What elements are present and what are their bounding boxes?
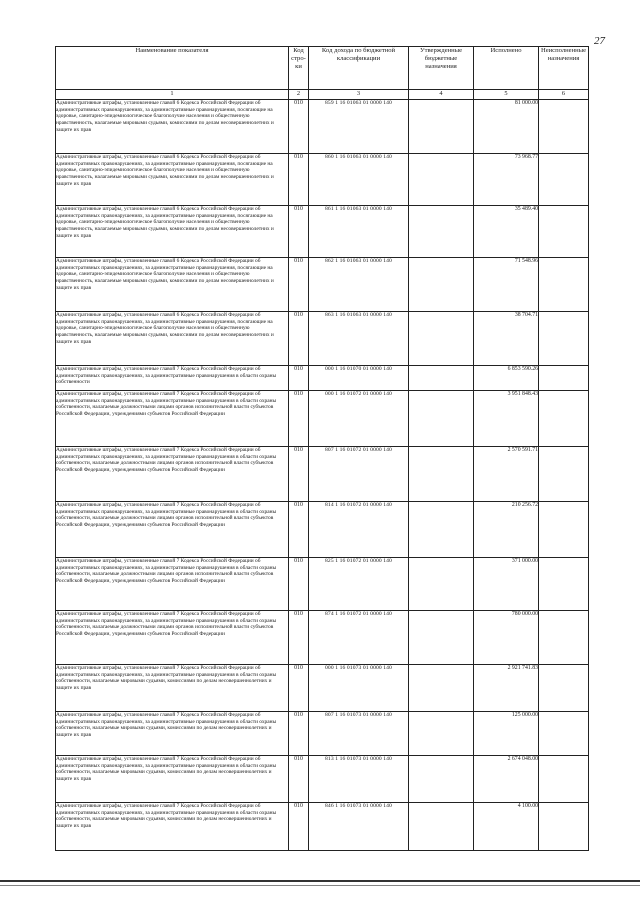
row-income-code: 807 1 16 01073 01 0000 140: [309, 712, 409, 756]
row-unexecuted: [539, 502, 589, 558]
scan-edge-line: [0, 880, 640, 882]
row-income-code: 807 1 16 01072 01 0000 140: [309, 447, 409, 502]
page-number: 27: [594, 35, 605, 47]
col-number: 1: [56, 90, 289, 100]
row-line-code: 010: [289, 206, 309, 258]
row-name: Административные штрафы, установленные главой 6 Кодекса Российской Федерации об административных правонарушениях, за административные правонарушения, посягающие на здоровье, санитарно-эпидемиологическое благополучие населения и общественную нравственность, налагаемые мировыми судьями, комиссиями по делам несовершеннолетних и защите их прав: [56, 206, 289, 258]
table-row: [56, 258, 589, 312]
row-line-code: 010: [289, 391, 309, 447]
row-approved: [409, 391, 474, 447]
row-executed: 371 000.00: [474, 558, 539, 611]
table-row: [56, 756, 589, 803]
table-row: [56, 312, 589, 366]
row-name: Административные штрафы, установленные главой 7 Кодекса Российской Федерации об административных правонарушениях, за административные правонарушения в области охраны собственности, налагаемые должностными лицами органов исполнительной власти субъектов Российской Федерации, учреждениями субъектов Российской Федерации: [56, 447, 289, 502]
row-approved: [409, 502, 474, 558]
row-name: Административные штрафы, установленные главой 7 Кодекса Российской Федерации об административных правонарушениях, за административные правонарушения в области охраны собственности, налагаемые мировыми судьями, комиссиями по делам несовершеннолетних и защите их прав: [56, 712, 289, 756]
row-unexecuted: [539, 712, 589, 756]
header-executed: Исполнено: [474, 47, 539, 90]
row-executed: 3 951 848.43: [474, 391, 539, 447]
table-row: [56, 100, 589, 154]
row-approved: [409, 803, 474, 851]
row-name: Административные штрафы, установленные главой 6 Кодекса Российской Федерации об административных правонарушениях, за административные правонарушения, посягающие на здоровье, санитарно-эпидемиологическое благополучие населения и общественную нравственность, налагаемые мировыми судьями, комиссиями по делам несовершеннолетних и защите их прав: [56, 100, 289, 154]
col-number: 6: [539, 90, 589, 100]
row-approved: [409, 206, 474, 258]
table-row: [56, 803, 589, 851]
table-row: [56, 366, 589, 391]
income-report-table: [55, 46, 589, 851]
row-line-code: 010: [289, 558, 309, 611]
row-income-code: 000 1 16 01070 01 0000 140: [309, 366, 409, 391]
table-row: [56, 665, 589, 712]
row-executed: 2 674 048.00: [474, 756, 539, 803]
row-executed: 71 548.96: [474, 258, 539, 312]
table-row: [56, 558, 589, 611]
row-line-code: 010: [289, 712, 309, 756]
row-income-code: 862 1 16 01063 01 0000 140: [309, 258, 409, 312]
row-name: Административные штрафы, установленные главой 7 Кодекса Российской Федерации об административных правонарушениях, за административные правонарушения в области охраны собственности, налагаемые мировыми судьями, комиссиями по делам несовершеннолетних и защите их прав: [56, 756, 289, 803]
row-unexecuted: [539, 258, 589, 312]
row-executed: 780 000.00: [474, 611, 539, 665]
row-approved: [409, 100, 474, 154]
row-income-code: 846 1 16 01073 01 0000 140: [309, 803, 409, 851]
row-line-code: 010: [289, 502, 309, 558]
row-approved: [409, 447, 474, 502]
header-approved: Утвержденные бюджетные назначения: [409, 47, 474, 90]
col-number: 4: [409, 90, 474, 100]
header-income-code: Код дохода по бюджетной классификации: [309, 47, 409, 90]
row-unexecuted: [539, 366, 589, 391]
row-unexecuted: [539, 391, 589, 447]
header-line-code: Код стро-ки: [289, 47, 309, 90]
row-income-code: 000 1 16 01073 01 0000 140: [309, 665, 409, 712]
row-executed: 38 704.71: [474, 312, 539, 366]
row-executed: 2 570 591.71: [474, 447, 539, 502]
row-line-code: 010: [289, 366, 309, 391]
row-approved: [409, 258, 474, 312]
row-income-code: 814 1 16 01072 01 0000 140: [309, 502, 409, 558]
row-line-code: 010: [289, 611, 309, 665]
row-line-code: 010: [289, 258, 309, 312]
row-approved: [409, 756, 474, 803]
table-row: [56, 391, 589, 447]
col-number: 5: [474, 90, 539, 100]
header-row: [56, 47, 589, 90]
row-executed: 210 256.72: [474, 502, 539, 558]
row-executed: 35 489.40: [474, 206, 539, 258]
row-executed: 73 968.77: [474, 154, 539, 206]
row-unexecuted: [539, 756, 589, 803]
row-approved: [409, 712, 474, 756]
row-income-code: 863 1 16 01063 01 0000 140: [309, 312, 409, 366]
row-approved: [409, 558, 474, 611]
row-line-code: 010: [289, 312, 309, 366]
row-executed: 2 921 741.83: [474, 665, 539, 712]
row-income-code: 861 1 16 01063 01 0000 140: [309, 206, 409, 258]
column-number-row: [56, 90, 589, 100]
row-income-code: 000 1 16 01072 01 0000 140: [309, 391, 409, 447]
row-executed: 125 000.00: [474, 712, 539, 756]
row-line-code: 010: [289, 100, 309, 154]
row-approved: [409, 366, 474, 391]
row-income-code: 813 1 16 01073 01 0000 140: [309, 756, 409, 803]
row-name: Административные штрафы, установленные главой 7 Кодекса Российской Федерации об административных правонарушениях, за административные правонарушения в области охраны собственности, налагаемые должностными лицами органов исполнительной власти субъектов Российской Федерации, учреждениями субъектов Российской Федерации: [56, 611, 289, 665]
row-unexecuted: [539, 803, 589, 851]
table-row: [56, 206, 589, 258]
row-name: Административные штрафы, установленные главой 7 Кодекса Российской Федерации об административных правонарушениях, за административные правонарушения в области охраны собственности, налагаемые должностными лицами органов исполнительной власти субъектов Российской Федерации, учреждениями субъектов Российской Федерации: [56, 558, 289, 611]
row-executed: 81 000.00: [474, 100, 539, 154]
row-approved: [409, 665, 474, 712]
table-row: [56, 502, 589, 558]
scan-edge-line: [0, 885, 640, 886]
row-unexecuted: [539, 154, 589, 206]
row-name: Административные штрафы, установленные главой 7 Кодекса Российской Федерации об административных правонарушениях, за административные правонарушения в области охраны собственности, налагаемые должностными лицами органов исполнительной власти субъектов Российской Федерации, учреждениями субъектов Российской Федерации: [56, 502, 289, 558]
row-unexecuted: [539, 100, 589, 154]
row-unexecuted: [539, 665, 589, 712]
col-number: 2: [289, 90, 309, 100]
row-unexecuted: [539, 206, 589, 258]
row-name: Административные штрафы, установленные главой 6 Кодекса Российской Федерации об административных правонарушениях, за административные правонарушения, посягающие на здоровье, санитарно-эпидемиологическое благополучие населения и общественную нравственность, налагаемые мировыми судьями, комиссиями по делам несовершеннолетних и защите их прав: [56, 154, 289, 206]
row-income-code: 825 1 16 01072 01 0000 140: [309, 558, 409, 611]
row-line-code: 010: [289, 447, 309, 502]
header-unexecuted: Неисполненные назначения: [539, 47, 589, 90]
row-income-code: 874 1 16 01072 01 0000 140: [309, 611, 409, 665]
row-line-code: 010: [289, 154, 309, 206]
row-approved: [409, 312, 474, 366]
row-income-code: 860 1 16 01063 01 0000 140: [309, 154, 409, 206]
row-line-code: 010: [289, 665, 309, 712]
row-name: Административные штрафы, установленные главой 7 Кодекса Российской Федерации об административных правонарушениях, за административные правонарушения в области охраны собственности, налагаемые мировыми судьями, комиссиями по делам несовершеннолетних и защите их прав: [56, 665, 289, 712]
row-unexecuted: [539, 611, 589, 665]
row-approved: [409, 611, 474, 665]
row-line-code: 010: [289, 756, 309, 803]
row-income-code: 859 1 16 01063 01 0000 140: [309, 100, 409, 154]
row-line-code: 010: [289, 803, 309, 851]
row-executed: 4 100.00: [474, 803, 539, 851]
table-row: [56, 154, 589, 206]
row-unexecuted: [539, 312, 589, 366]
row-name: Административные штрафы, установленные главой 7 Кодекса Российской Федерации об административных правонарушениях, за административные правонарушения в области охраны собственности, налагаемые мировыми судьями, комиссиями по делам несовершеннолетних и защите их прав: [56, 803, 289, 851]
col-number: 3: [309, 90, 409, 100]
row-name: Административные штрафы, установленные главой 6 Кодекса Российской Федерации об административных правонарушениях, за административные правонарушения, посягающие на здоровье, санитарно-эпидемиологическое благополучие населения и общественную нравственность, налагаемые мировыми судьями, комиссиями по делам несовершеннолетних и защите их прав: [56, 258, 289, 312]
table-row: [56, 611, 589, 665]
header-name: Наименование показателя: [56, 47, 289, 90]
row-approved: [409, 154, 474, 206]
table-row: [56, 712, 589, 756]
row-executed: 6 853 590.26: [474, 366, 539, 391]
row-name: Административные штрафы, установленные главой 7 Кодекса Российской Федерации об административных правонарушениях, за административные правонарушения в области охраны собственности: [56, 366, 289, 391]
table-row: [56, 447, 589, 502]
row-unexecuted: [539, 558, 589, 611]
row-unexecuted: [539, 447, 589, 502]
row-name: Административные штрафы, установленные главой 6 Кодекса Российской Федерации об административных правонарушениях, за административные правонарушения, посягающие на здоровье, санитарно-эпидемиологическое благополучие населения и общественную нравственность, налагаемые мировыми судьями, комиссиями по делам несовершеннолетних и защите их прав: [56, 312, 289, 366]
row-name: Административные штрафы, установленные главой 7 Кодекса Российской Федерации об административных правонарушениях, за административные правонарушения в области охраны собственности, налагаемые должностными лицами органов исполнительной власти субъектов Российской Федерации, учреждениями субъектов Российской Федерации: [56, 391, 289, 447]
